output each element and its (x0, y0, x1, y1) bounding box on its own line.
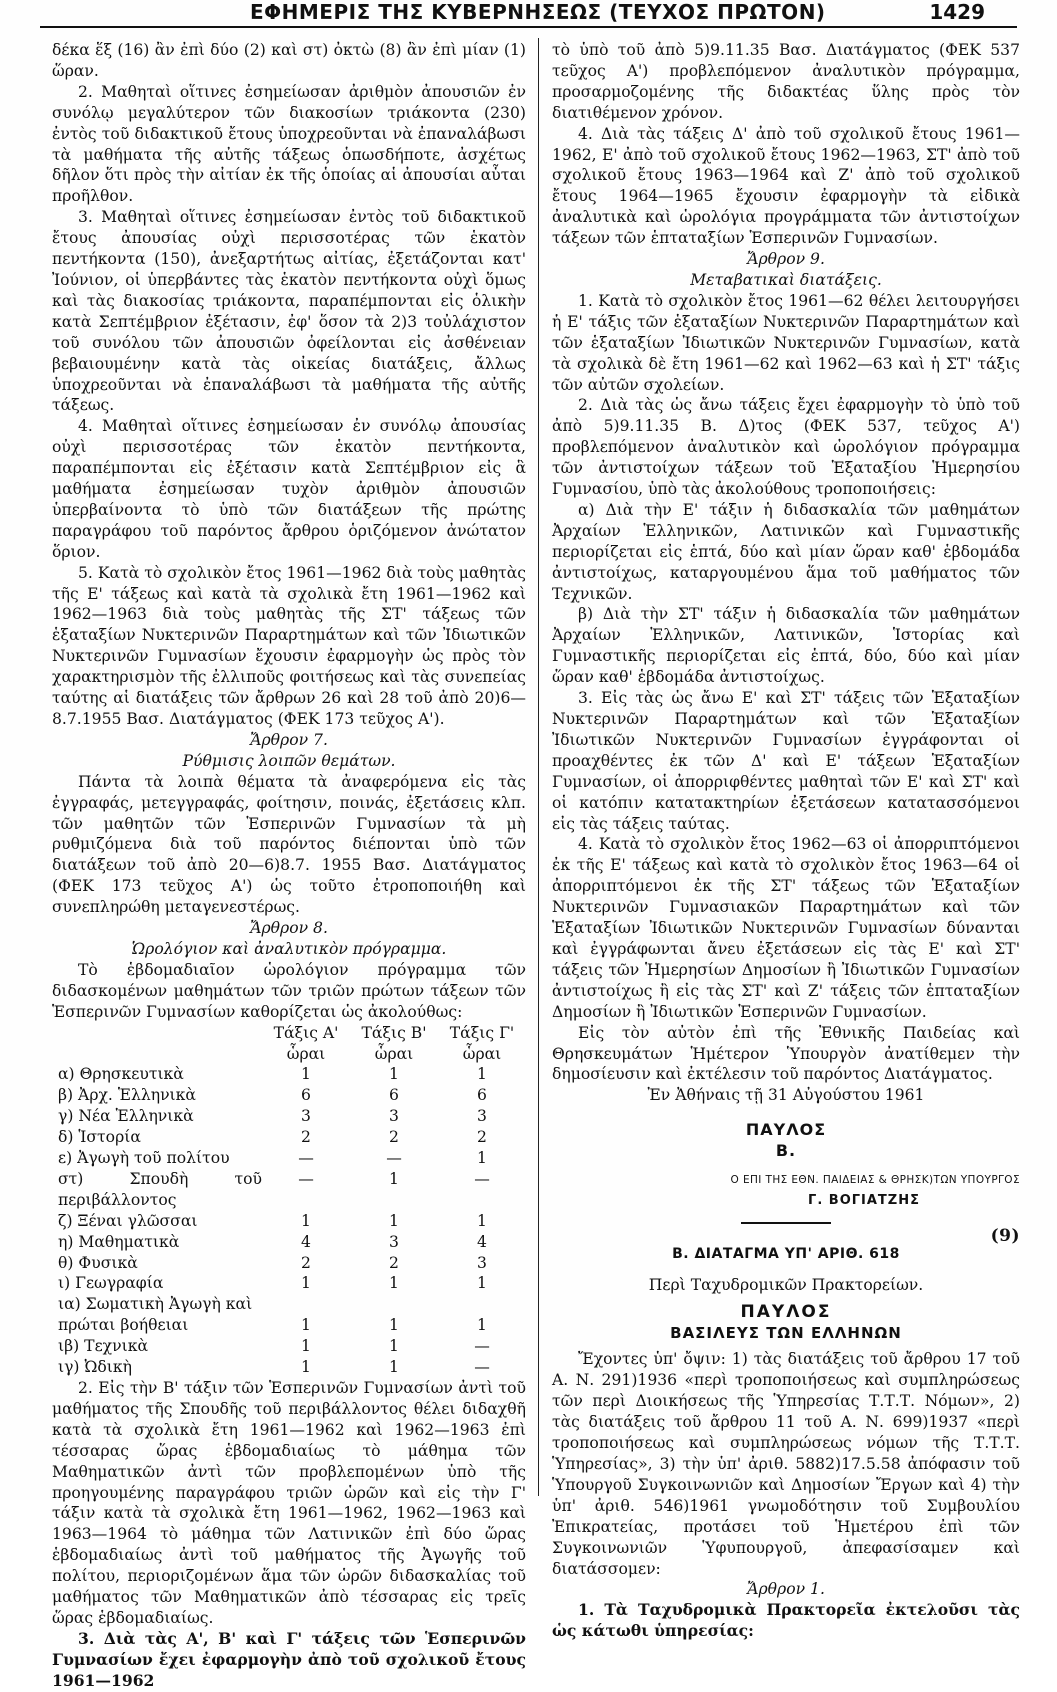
hours-cell-c: 6 (477, 1086, 487, 1105)
hours-cell-c: 1 (477, 1211, 487, 1230)
hours-cell-b: 2 (389, 1253, 399, 1272)
hours-cell-c: 1 (477, 1149, 487, 1168)
decree-heading (552, 1225, 1020, 1265)
hours-cell-b: 1 (389, 1358, 399, 1377)
hours-cell-b: 2 (389, 1128, 399, 1147)
hours-cell-a: 3 (301, 1107, 311, 1126)
item-number: (9) (990, 1225, 1020, 1246)
article-7-subtitle: Ρύθμισις λοιπῶν θεμάτων. (182, 751, 396, 770)
hours-cell-c: 1 (477, 1065, 487, 1084)
hours-cell-a: 1 (301, 1358, 311, 1377)
column-header: Τάξις Β' (361, 1023, 427, 1042)
preamble: Ἔχοντες ὑπ' ὄψιν: 1) τὰς διατάξεις τοῦ ἄρθρου 17 τοῦ Α. Ν. 291)1936 «περὶ τροποποιήσεως καὶ συμπληρώσεως τῶν περὶ Διοικήσεως τῆς Ὑπηρεσίας Τ.Τ.Τ. Νόμων», 2) τὰς διατάξεις τοῦ ἄρθρου 11 τοῦ Α. Ν. 699)1937 «περὶ τροποποιήσεως καὶ συμπληρώσεως νόμων τῆς Τ.Τ.Τ. Ὑπηρεσίας», 3) τὴν ὑπ' ἀριθ. 5882)17.5.58 ἀπόφασιν τοῦ Ὑπουργοῦ Συγκοινωνιῶν καὶ Δημοσίων Ἔργων καὶ 4) τὴν ὑπ' ἀριθ. 546)1961 γνωμοδότησιν τοῦ Συμβουλίου Ἐπικρατείας, προτάσει τοῦ Ἡμετέρου ἐπὶ τῶν Συγκοινωνιῶν Ὑφυπουργοῦ, ἀπεφασίσαμεν καὶ διατάσσομεν: (552, 1350, 1020, 1578)
table-row (52, 1127, 526, 1148)
hours-cell-c: 2 (477, 1128, 487, 1147)
hours-cell-c: — (474, 1337, 490, 1356)
hours-cell-c: — (474, 1169, 490, 1188)
table-row (52, 1253, 526, 1274)
hours-cell-a: 1 (301, 1065, 311, 1084)
hours-cell-c: 3 (477, 1253, 487, 1272)
date-line: Ἐν Ἀθήναις τῇ 31 Αὐγούστου 1961 (647, 1086, 925, 1105)
subject-cell: γ) Νέα Ἑλληνικὰ (58, 1107, 194, 1126)
hours-cell-a: 6 (301, 1086, 311, 1105)
hours-cell-b (350, 1294, 438, 1315)
hours-cell-c: 1 (477, 1316, 487, 1335)
subject-cell: ιβ) Τεχνικὰ (58, 1337, 148, 1356)
separator-rule (741, 1222, 831, 1224)
gazette-title: ΕΦΗΜΕΡΙΣ ΤΗΣ ΚΥΒΕΡΝΗΣΕΩΣ (ΤΕΥΧΟΣ ΠΡΩΤΟΝ) (250, 0, 826, 24)
hours-cell-a: — (298, 1149, 314, 1168)
column-subheader: ὧραι (374, 1044, 414, 1063)
article-9-paragraph-2: 2. Διὰ τὰς ὡς ἄνω τάξεις ἔχει ἐφαρμογὴν τὸ ὑπὸ τοῦ ἀπὸ 5)9.11.35 Β. Δ)τος (ΦΕΚ 537, τεῦχος Α') προβλεπόμενον ἀναλυτικὸν καὶ ὡρολόγιον πρόγραμμα τῶν ἀντιστοίχων τάξεων τοῦ Ἑξαταξίου Ἡμερησίου Γυμνασίου, ὑπὸ τὰς ἀκολούθους τροποποιήσεις: (552, 396, 1020, 499)
article-1-paragraph-1: 1. Τὰ Ταχυδρομικὰ Πρακτορεῖα ἐκτελοῦσι τὰς ὡς κάτωθι ὑπηρεσίας: (552, 1600, 1020, 1641)
decree-subject: Περὶ Ταχυδρομικῶν Πρακτορείων. (648, 1275, 924, 1294)
hours-cell-c: 4 (477, 1232, 487, 1251)
column-subheader: ὧραι (462, 1044, 502, 1063)
table-row (52, 1085, 526, 1106)
paragraph-continuation: δέκα ἕξ (16) ἂν ἐπὶ δύο (2) καὶ στ) ὀκτὼ (8) ἂν ἐπὶ μίαν (1) ὥραν. (52, 41, 526, 80)
hours-cell-b: 3 (389, 1232, 399, 1251)
article-9-title: Ἄρθρον 9. (747, 250, 825, 269)
table-row (52, 1294, 526, 1315)
table-row (52, 1106, 526, 1127)
hours-cell-a: 4 (301, 1232, 311, 1251)
table-row (52, 1148, 526, 1169)
article-9-paragraph-1: 1. Κατὰ τὸ σχολικὸν ἔτος 1961—62 θέλει λειτουργήσει ἡ Ε' τάξις τῶν ἑξαταξίων Νυκτερινῶν Παραρτημάτων καὶ τῶν ἑξαταξίων Ἰδιωτικῶν Νυκτερινῶν Γυμνασίων, κατὰ τὰ σχολικὰ δὲ ἔτη 1961—62 καὶ 1962—63 καὶ ἡ ΣΤ' τάξις τῶν αὐτῶν σχολείων. (552, 291, 1020, 394)
paragraph-5: 5. Κατὰ τὸ σχολικὸν ἔτος 1961—1962 διὰ τοὺς μαθητὰς τῆς Ε' τάξεως καὶ κατὰ τὰ σχολικὰ ἔτη 1961—1962 καὶ 1962—1963 διὰ τοὺς μαθητὰς τῆς ΣΤ' τάξεως τῶν ἑξαταξίων Νυκτερινῶν Παραρτημάτων καὶ τῶν Ἰδιωτικῶν Νυκτερινῶν Γυμνασίων ἔχουσιν ἐφαρμογὴν ὡς πρὸς τὸν χαρακτηρισμὸν τῆς ἐλλιποῦς φοιτήσεως καὶ τὰς συνεπείας ταύτης αἱ διατάξεις τῶν ἄρθρων 26 καὶ 28 τοῦ ἀπὸ 20)6—8.7.1955 Βασ. Διατάγματος (ΦΕΚ 173 τεῦχος Α'). (52, 563, 526, 728)
hours-cell-b: 1 (389, 1169, 399, 1188)
decree-number: Β. ΔΙΑΤΑΓΜΑ ΥΠ' ΑΡΙΘ. 618 (672, 1245, 900, 1262)
subject-cell: στ) Σπουδὴ τοῦ περιβάλλοντος (58, 1169, 262, 1209)
article-8-text: Τὸ ἑβδομαδιαῖον ὡρολόγιον πρόγραμμα τῶν διδασκομένων μαθημάτων τῶν τριῶν πρώτων τάξεων τῶν Ἑσπερινῶν Γυμνασίων καθορίζεται ὡς ἀκολούθως: (52, 960, 526, 1021)
table-row (52, 1232, 526, 1253)
hours-cell-a: 1 (301, 1337, 311, 1356)
paragraph-3: 3. Μαθηταὶ οἵτινες ἐσημείωσαν ἐντὸς τοῦ διδακτικοῦ ἔτους ἀπουσίας οὐχὶ περισσοτέρας τῶν ἑκατὸν πεντήκοντα (150), ἀνεξαρτήτως αἰτίας, ἐξετάζονται κατ' Ἰούνιον, οἱ ὑπερβάντες τὰς ἑκατὸν πεντήκοντα οὐχὶ ὅμως καὶ τὰς διακοσίας τριάκοντα, παραπέμπονται εἰς ὁλικὴν κατὰ Σεπτέμβριον ἐξέτασιν, ἐφ' ὅσον τὰ 2)3 τοὐλάχιστον τοῦ συνόλου τῶν ἀπουσιῶν ὀφείλονται εἰς ἀσθένειαν βεβαιουμένην κατὰ τὰς οἰκείας διατάξεις, ἄλλως ὑποχρεοῦνται νὰ ἐπαναλάβωσι τὰ μαθήματα τῆς αὐτῆς τάξεως. (52, 208, 526, 415)
article-8-title: Ἄρθρον 8. (250, 919, 328, 938)
column-divider (538, 38, 539, 1496)
hours-cell-b: 6 (389, 1086, 399, 1105)
column-subheader: ὧραι (286, 1044, 326, 1063)
article-9-paragraph-3: 3. Εἰς τὰς ὡς ἄνω Ε' καὶ ΣΤ' τάξεις τῶν Ἑξαταξίων Νυκτερινῶν Παραρτημάτων καὶ τῶν Ἑξαταξίων Ἰδιωτικῶν Νυκτερινῶν Γυμνασίων ἐγγράφονται οἱ προαχθέντες ἐκ τῶν Δ' καὶ Ε' τάξεων Ἑξαταξίων Γυμνασίων, οἱ ἀπορριφθέντες μαθηταὶ τῶν Ε' καὶ ΣΤ' καὶ οἱ κατόπιν κατατακτηρίων ἐξετάσεων κατατασσόμενοι εἰς τὰς τάξεις ταύτας. (552, 689, 1020, 833)
king-signature: ΠΑΥΛΟΣ (745, 1120, 827, 1140)
hours-cell-b: 1 (389, 1337, 399, 1356)
table-header-row (52, 1023, 526, 1044)
minister-title: Ο ΕΠΙ ΤΗΣ ΕΘΝ. ΠΑΙΔΕΙΑΣ & ΘΡΗΣΚ)ΤΩΝ ΥΠΟΥΡΓΟΣ (730, 1174, 1020, 1187)
subject-cell: ιγ) Ὠδικὴ (58, 1358, 132, 1377)
column-header: Τάξις Α' (273, 1023, 339, 1042)
hours-cell-c (438, 1294, 526, 1315)
column-header: Τάξις Γ' (449, 1023, 515, 1042)
table-row (52, 1315, 526, 1336)
article-9-paragraph-2b: β) Διὰ τὴν ΣΤ' τάξιν ἡ διδασκαλία τῶν μαθημάτων Ἀρχαίων Ἑλληνικῶν, Λατινικῶν, Ἱστορίας καὶ Γυμναστικῆς περιορίζεται εἰς ἑπτά, δύο, δύο καὶ μίαν ὥραν καθ' ἑβδομάδα ἀντιστοίχως. (552, 605, 1020, 687)
subject-cell: ζ) Ξέναι γλῶσσαι (58, 1211, 198, 1230)
hours-cell-a: — (298, 1169, 314, 1188)
article-1-title: Ἄρθρον 1. (747, 1580, 825, 1599)
hours-cell-b: 3 (389, 1107, 399, 1126)
page-header (0, 0, 1057, 36)
article-8-paragraph-2: 2. Εἰς τὴν Β' τάξιν τῶν Ἑσπερινῶν Γυμνασίων ἀντὶ τοῦ μαθήματος τῆς Σπουδῆς τοῦ περιβάλλοντος θέλει διδαχθῆ κατὰ τὰ σχολικὰ ἔτη 1961—1962 καὶ 1962—1963 ἐπὶ τέσσαρας ὥρας ἑβδομαδιαίως τὸ μάθημα τῶν Μαθηματικῶν ἀντὶ τῶν προβλεπομένων ὑπὸ τῆς προηγουμένης παραγράφου τριῶν ὡρῶν καὶ εἰς τὴν Γ' τάξιν κατὰ τὰ σχολικὰ ἔτη 1961—1962, 1962—1963 καὶ 1963—1964 τὸ μάθημα τῶν Λατινικῶν ἐπὶ δύο ὥρας ἑβδομαδιαίως ἀντὶ τοῦ μαθήματος τῆς Ἀγωγῆς τοῦ πολίτου, περιοριζομένων ἅμα τῶν ὡρῶν διδασκαλίας τοῦ μαθήματος τῶν Μαθηματικῶν ἀπὸ τέσσαρας εἰς τρεῖς ὥρας ἑβδομαδιαίως. (52, 1379, 526, 1627)
minister-name: Γ. ΒΟΓΙΑΤΖΗΣ (808, 1192, 920, 1208)
page-number: 1429 (929, 0, 985, 24)
subject-cell: η) Μαθηματικὰ (58, 1232, 180, 1251)
closing-paragraph: Εἰς τὸν αὐτὸν ἐπὶ τῆς Ἐθνικῆς Παιδείας καὶ Θρησκευμάτων Ἡμέτερον Ὑπουργὸν ἀνατίθεμεν τὴν δημοσίευσιν καὶ ἐκτέλεσιν τοῦ παρόντος Διατάγματος. (552, 1023, 1020, 1084)
paragraph-4: 4. Μαθηταὶ οἵτινες ἐσημείωσαν ἐν συνόλῳ ἀπουσίας οὐχὶ περισσοτέρας τῶν ἑκατὸν πεντήκοντα, παραπέμπονται εἰς ἐξέτασιν κατὰ Σεπτέμβριον εἰς ἃ μαθήματα ἐσημείωσαν τυχὸν ἀριθμὸν ἀπουσιῶν ὑπερβαίνοντα τὸ ὑπὸ τῶν διατάξεων τῆς πρώτης παραγράφου τοῦ παρόντος ἄρθρου ὁριζόμενον ἀνώτατον ὅριον. (52, 417, 526, 561)
subject-cell: β) Ἀρχ. Ἑλληνικὰ (58, 1086, 196, 1105)
subject-cell: θ) Φυσικὰ (58, 1253, 138, 1272)
header-rule (40, 26, 1017, 28)
hours-cell-a: 2 (301, 1128, 311, 1147)
article-7-text: Πάντα τὰ λοιπὰ θέματα τὰ ἀναφερόμενα εἰς τὰς ἐγγραφάς, μετεγγραφάς, φοίτησιν, ποινάς, ἐξετάσεις κλπ. τῶν μαθητῶν τῶν Ἑσπερινῶν Γυμνασίων τὰ μὴ ρυθμιζόμενα διὰ τοῦ παρόντος διέπονται ὑπὸ τῶν διατάξεων τοῦ ἀπὸ 20—6)8.7. 1955 Βασ. Διατάγματος (ΦΕΚ 173 τεῦχος Α') ὡς τοῦτο ἐτροποποιήθη καὶ συνεπληρώθη μεταγενεστέρως. (52, 772, 526, 917)
hours-table (52, 1023, 526, 1378)
subject-cell: πρώται βοήθειαι (58, 1316, 189, 1335)
left-column (52, 40, 526, 1692)
hours-cell-c: 3 (477, 1107, 487, 1126)
hours-cell-a: 1 (301, 1274, 311, 1293)
hours-cell-a (262, 1294, 350, 1315)
article-9-subtitle: Μεταβατικαὶ διατάξεις. (690, 270, 882, 289)
subject-cell: ι) Γεωγραφία (58, 1274, 164, 1293)
paragraph-continuation: τὸ ὑπὸ τοῦ ἀπὸ 5)9.11.35 Βασ. Διατάγματος (ΦΕΚ 537 τεῦχος Α') προβλεπόμενον ἀναλυτικὸν πρόγραμμα, προσαρμοζομένης τῆς διδακτέας ὕλης πρὸς τὸν διατιθέμενον χρόνον. (552, 41, 1020, 122)
article-7-title: Ἄρθρον 7. (250, 730, 328, 749)
subject-cell: ε) Ἀγωγὴ τοῦ πολίτου (58, 1149, 230, 1168)
hours-cell-b: 1 (389, 1274, 399, 1293)
subject-cell: ια) Σωματικὴ Ἀγωγὴ καὶ (58, 1295, 253, 1314)
hours-cell-b: 1 (389, 1316, 399, 1335)
table-row (52, 1273, 526, 1294)
subject-cell: δ) Ἱστορία (58, 1128, 141, 1147)
table-row (52, 1211, 526, 1232)
table-row (52, 1357, 526, 1378)
table-row (52, 1064, 526, 1085)
article-9-paragraph-2a: α) Διὰ τὴν Ε' τάξιν ἡ διδασκαλία τῶν μαθημάτων Ἀρχαίων Ἑλληνικῶν, Λατινικῶν καὶ Γυμναστικῆς περιορίζεται εἰς ἑπτά, δύο καὶ μίαν ὥραν καθ' ἑβδομάδα ἀντιστοίχως, καταργουμένου ἅμα τοῦ μαθήματος τῶν Τεχνικῶν. (552, 500, 1020, 603)
article-9-paragraph-4: 4. Κατὰ τὸ σχολικὸν ἔτος 1962—63 οἱ ἀπορριπτόμενοι ἐκ τῆς Ε' τάξεως καὶ κατὰ τὸ σχολικὸν ἔτος 1963—64 οἱ ἀπορριπτόμενοι ἐκ τῆς ΣΤ' τάξεως τῶν Ἑξαταξίων Νυκτερινῶν Γυμνασιακῶν Παραρτημάτων καὶ τῶν Ἑξαταξίων Ἰδιωτικῶν Νυκτερινῶν Γυμνασίων δύνανται καὶ ἐγγράφωνται ἄνευ ἐξετάσεων εἰς τὰς Ε' καὶ ΣΤ' τάξεις τῶν Ἡμερησίων Δημοσίων ἢ Ἰδιωτικῶν Γυμνασίων ἀντιστοίχως ἢ εἰς τὰς ΣΤ' καὶ Ζ' τάξεις τῶν ἑπταταξίων Δημοσίων ἢ Ἰδιωτικῶν Ἑσπερινῶν Γυμνασίων. (552, 835, 1020, 1021)
hours-cell-b: 1 (389, 1065, 399, 1084)
king-initial: Β. (775, 1141, 797, 1161)
article-8-paragraph-3: 3. Διὰ τὰς Α', Β' καὶ Γ' τάξεις τῶν Ἑσπερινῶν Γυμνασίων ἔχει ἐφαρμογὴν ἀπὸ τοῦ σχολικοῦ ἔτους 1961—1962 (52, 1628, 526, 1690)
subject-cell: α) Θρησκευτικὰ (58, 1065, 184, 1084)
table-subheader-row (52, 1044, 526, 1065)
table-row (52, 1169, 526, 1211)
hours-cell-a: 2 (301, 1253, 311, 1272)
paragraph-4: 4. Διὰ τὰς τάξεις Δ' ἀπὸ τοῦ σχολικοῦ ἔτους 1961—1962, Ε' ἀπὸ τοῦ σχολικοῦ ἔτους 1962—1963, ΣΤ' ἀπὸ τοῦ σχολικοῦ ἔτους 1963—1964 καὶ Ζ' ἀπὸ τοῦ σχολικοῦ ἔτους 1964—1965 ἔχουσιν ἐφαρμογὴν τὰ εἰδικὰ ἀναλυτικὰ καὶ ὡρολόγια προγράμματα τῶν ἀντιστοίχων τάξεων τῶν ἑπταταξίων Ἑσπερινῶν Γυμνασίων. (552, 124, 1020, 248)
right-column (552, 40, 1020, 1642)
hours-cell-b: — (386, 1149, 402, 1168)
hours-cell-c: — (474, 1358, 490, 1377)
hours-cell-b: 1 (389, 1211, 399, 1230)
hours-cell-a: 1 (301, 1211, 311, 1230)
decree-king-title: ΒΑΣΙΛΕΥΣ ΤΩΝ ΕΛΛΗΝΩΝ (670, 1323, 902, 1342)
decree-king: ΠΑΥΛΟΣ (740, 1301, 832, 1322)
hours-cell-a: 1 (301, 1316, 311, 1335)
table-row (52, 1336, 526, 1357)
hours-cell-c: 1 (477, 1274, 487, 1293)
article-8-subtitle: Ὡρολόγιον καὶ ἀναλυτικὸν πρόγραμμα. (131, 939, 447, 958)
paragraph-2: 2. Μαθηταὶ οἵτινες ἐσημείωσαν ἀριθμὸν ἀπουσιῶν ἐν συνόλῳ μεγαλύτερον τῶν διακοσίων τριάκοντα (230) ἐντὸς τοῦ διδακτικοῦ ἔτους ὑποχρεοῦνται νὰ ἐπαναλάβωσι τὰ μαθήματα τῆς αὐτῆς τάξεως ὁπωσδήποτε, ἀσχέτως δῆλον ὅτι πρὸς τὴν αἰτίαν ἐκ τῆς ὁποίας αἱ ἀπουσίαι αὗται προῆλθον. (52, 82, 526, 206)
